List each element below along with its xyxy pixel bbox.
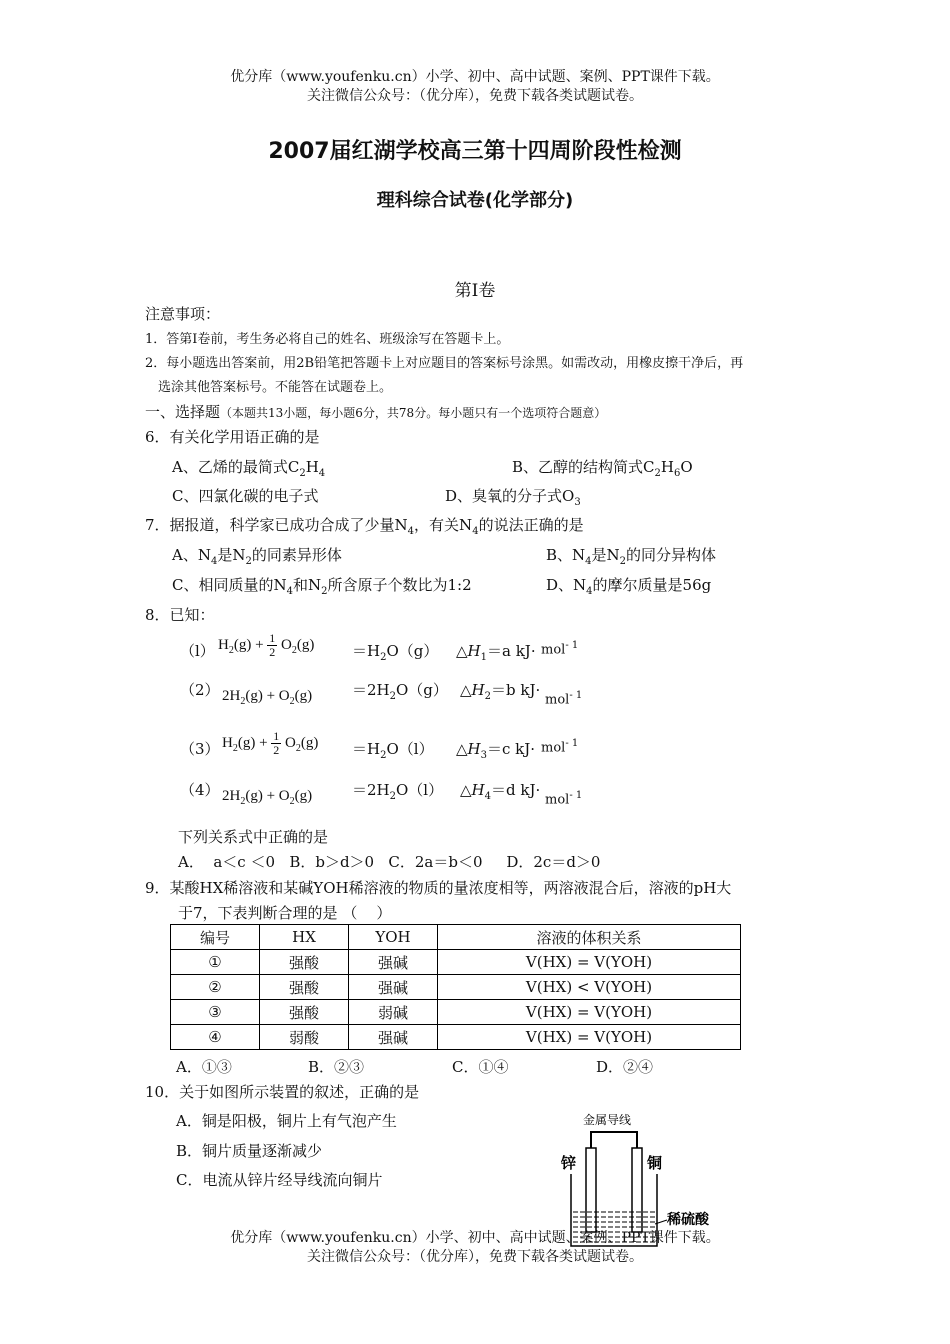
q9-table-header: [171, 925, 741, 950]
q8-options: A． a＜c ＜0 B．b＞d＞0 C．2a＝b＜0 D．2c＝d＞0: [178, 853, 601, 871]
header-line-1: 优分库（www.youfenku.cn）小学、初中、高中试题、案例、PPT课件下载。: [230, 69, 720, 85]
q8-stem: 8．已知：: [145, 606, 215, 624]
q7-option-b: B、$N_4$是$N_2$的同分异构体: [546, 546, 717, 567]
q9-cell: 强酸: [260, 975, 349, 1000]
q8-eq4-rhs: $=2H_2O(l)$: [352, 781, 444, 802]
part1-heading: [145, 401, 606, 422]
q8-eq1-lhs: $H_2(g)$ + $\frac{1}{2}$ $O_2(g)$: [218, 631, 315, 659]
q8-eq1-dh: $\triangle H_1=a$ kJ·: [456, 642, 536, 663]
q9-table-row: [171, 1000, 741, 1025]
fig-copper-label: 铜: [647, 1154, 663, 1172]
q9-header-cell: 编号: [171, 925, 260, 950]
q9-cell: 强酸: [260, 1000, 349, 1025]
q9-stem-2: 于7，下表判断合理的是 （ ）: [178, 904, 392, 922]
q8-eq1-unit: mol$^{- 1}$: [541, 640, 579, 658]
q6-option-b: B、乙醇的结构简式$C_2H_6O$: [512, 458, 693, 479]
q9-cell: ④: [171, 1025, 260, 1050]
q9-cell: V(HX) = V(YOH): [438, 1025, 741, 1050]
q9-option-c: C．①④: [452, 1058, 509, 1076]
fig-zinc-plate: [586, 1148, 596, 1232]
q10-option-a: A．铜是阳极，铜片上有气泡产生: [176, 1112, 397, 1130]
q9-option-b: B．②③: [308, 1058, 365, 1076]
q8-eq4-lhs: $2H_2(g) + O_2(g)$: [222, 788, 313, 807]
exam-subtitle: 理科综合试卷(化学部分): [376, 190, 574, 211]
q7-option-d: D、$N_4$的摩尔质量是56g: [546, 576, 712, 597]
q8-eq2-dh: $\triangle H_2=b$ kJ·: [460, 681, 541, 702]
q8-eq2-lhs: $2H_2(g) + O_2(g)$: [222, 688, 313, 707]
q6-option-c: C、四氯化碳的电子式: [172, 487, 319, 505]
q8-eq2-rhs: $=2H_2O(g)$: [352, 681, 448, 702]
fig-wire: [591, 1132, 637, 1148]
part1-note: （本题共13小题，每小题6分，共78分。每小题只有一个选项符合题意）: [220, 406, 607, 420]
q8-eq4-unit: mol$^{- 1}$: [545, 790, 583, 808]
q8-eq4-dh: $\triangle H_4=d$ kJ·: [460, 781, 541, 802]
q9-cell: ②: [171, 975, 260, 1000]
part1-label: 一、选择题: [145, 403, 221, 421]
q8-eq1-label: （l）: [180, 642, 215, 660]
q8-eq1-rhs: $=H_2O(g)$: [352, 642, 439, 663]
q8-eq2-unit: mol$^{- 1}$: [545, 690, 583, 708]
q8-eq3-unit: mol$^{- 1}$: [541, 738, 579, 756]
q8-eq3-label: （3）: [180, 740, 220, 758]
q8-ask: 下列关系式中正确的是: [178, 828, 329, 846]
notice-item-1: 1．答第Ⅰ卷前，考生务必将自己的姓名、班级涂写在答题卡上。: [145, 332, 510, 347]
q10-option-b: B．铜片质量逐渐减少: [176, 1142, 323, 1160]
q9-header-cell: YOH: [349, 925, 438, 950]
q10-option-c: C．电流从锌片经导线流向铜片: [176, 1171, 383, 1189]
footer-line-1: 优分库（www.youfenku.cn）小学、初中、高中试题、案例、PPT课件下载。: [230, 1230, 720, 1246]
q9-cell: ①: [171, 950, 260, 975]
q9-option-a: A．①③: [176, 1058, 232, 1076]
q7-option-c: C、相同质量的$N_4$和$N_2$所含原子个数比为1:2: [172, 576, 472, 597]
fig-copper-plate: [632, 1148, 642, 1232]
q8-eq2-label: （2）: [180, 681, 220, 699]
q9-cell: 强碱: [349, 950, 438, 975]
q9-table: [170, 924, 741, 1050]
fig-wire-label: 金属导线: [583, 1113, 632, 1127]
fig-zinc-label: 锌: [561, 1154, 577, 1172]
q10-stem: 10．关于如图所示装置的叙述，正确的是: [145, 1083, 420, 1101]
q9-cell: 强碱: [349, 975, 438, 1000]
q9-cell: ③: [171, 1000, 260, 1025]
q9-cell: 弱碱: [349, 1000, 438, 1025]
q8-eq3-rhs: $=H_2O(l)$: [352, 740, 434, 761]
q9-cell: V(HX) < V(YOH): [438, 975, 741, 1000]
q9-table-row: [171, 950, 741, 975]
q6-option-a: A、乙烯的最简式$C_2H_4$: [172, 458, 326, 479]
exam-title: 2007届红湖学校高三第十四周阶段性检测: [268, 139, 682, 164]
q6-option-d: D、臭氧的分子式$O_3$: [445, 487, 581, 508]
q9-header-cell: HX: [260, 925, 349, 950]
q6-stem: 6．有关化学用语正确的是: [145, 428, 320, 446]
header-line-2: 关注微信公众号：（优分库），免费下载各类试题试卷。: [307, 88, 643, 104]
q8-eq3-dh: $\triangle H_3=c$ kJ·: [456, 740, 536, 761]
q9-cell: V(HX) = V(YOH): [438, 1000, 741, 1025]
q9-option-d: D．②④: [596, 1058, 654, 1076]
q9-cell: 强酸: [260, 950, 349, 975]
fig-acid-label: 稀硫酸: [667, 1212, 709, 1228]
q7-stem: 7．据报道，科学家已成功合成了少量$N_4$，有关$N_4$的说法正确的是: [145, 516, 584, 537]
q9-cell: 弱酸: [260, 1025, 349, 1050]
q7-option-a: A、$N_4$是$N_2$的同素异形体: [172, 546, 342, 567]
notice-item-2a: 2．每小题选出答案前，用2B铅笔把答题卡上对应题目的答案标号涂黑。如需改动，用橡皮擦干净后，再: [145, 356, 744, 371]
q8-eq4-label: （4）: [180, 781, 220, 799]
q9-cell: 强碱: [349, 1025, 438, 1050]
section-title: 第Ⅰ卷: [454, 281, 496, 301]
q9-cell: V(HX) = V(YOH): [438, 950, 741, 975]
notice-item-2b: 选涂其他答案标号。不能答在试题卷上。: [158, 380, 393, 395]
q8-eq3-lhs: $H_2(g)$ + $\frac{1}{2}$ $O_2(g)$: [222, 729, 319, 757]
q9-header-cell: 溶液的体积关系: [438, 925, 741, 950]
q9-table-row: [171, 1025, 741, 1050]
footer-line-2: 关注微信公众号：（优分库），免费下载各类试题试卷。: [307, 1249, 643, 1265]
q9-stem-1: 9．某酸HX稀溶液和某碱YOH稀溶液的物质的量浓度相等，两溶液混合后，溶液的pH大: [145, 879, 732, 897]
q9-table-row: [171, 975, 741, 1000]
notice-heading: 注意事项：: [145, 305, 221, 323]
